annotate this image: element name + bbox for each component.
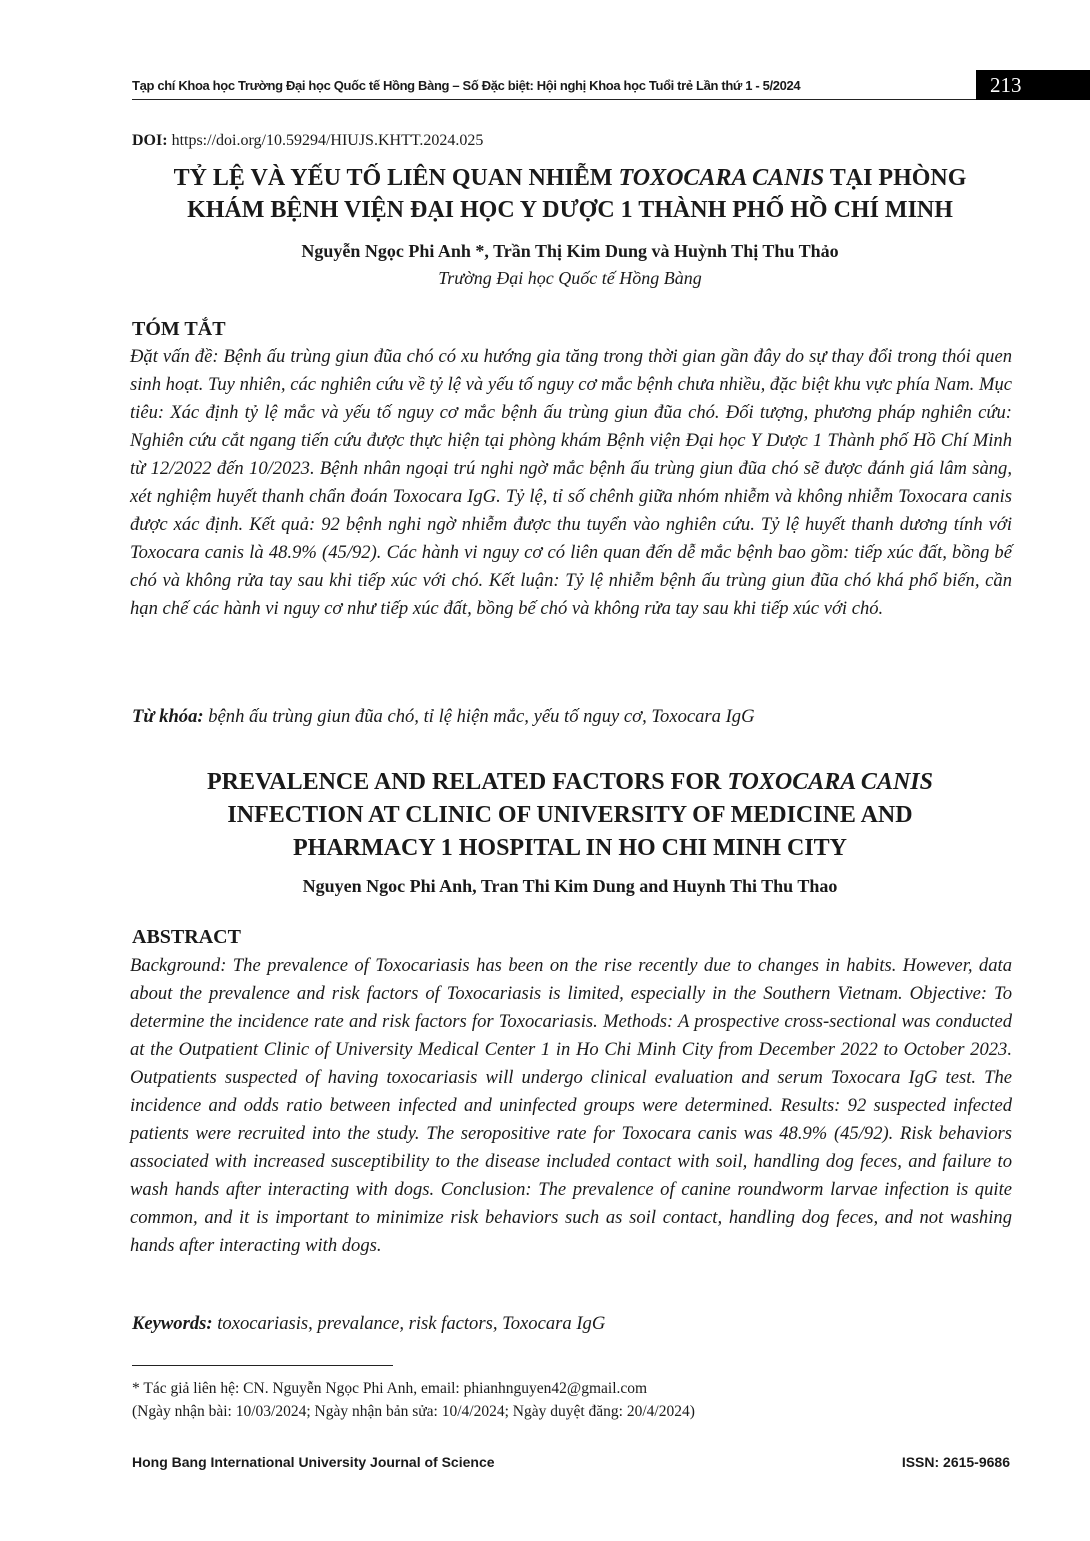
page-number: 213: [976, 70, 1090, 100]
en-title-line-1: [100, 766, 1040, 799]
en-keywords-list: toxocariasis, prevalance, risk factors, Toxocara IgG: [212, 1313, 606, 1334]
affiliation: Trường Đại học Quốc tế Hồng Bàng: [438, 268, 702, 288]
vi-title-part: TẠI PHÒNG: [824, 165, 967, 191]
en-title-part: PREVALENCE AND RELATED FACTORS FOR: [207, 769, 728, 795]
vi-abstract-body: Đặt vấn đề: Bệnh ấu trùng giun đũa chó có xu hướng gia tăng trong thời gian gần đây do sự thay đổi trong thói quen sinh hoạt. Tuy nhiên, các nghiên cứu về tỷ lệ và yếu tố nguy cơ mắc bệnh chưa nhiều, đặc biệt khu vực phía Nam. Mục tiêu: Xác định tỷ lệ mắc và yếu tố nguy cơ mắc bệnh ấu trùng giun đũa chó. Đối tượng, phương pháp nghiên cứu: Nghiên cứu cắt ngang tiến cứu được thực hiện tại phòng khám Bệnh viện Đại học Y Dược 1 Thành phố Hồ Chí Minh từ 12/2022 đến 10/2023. Bệnh nhân ngoại trú nghi ngờ mắc bệnh ấu trùng giun đũa chó sẽ được đánh giá lâm sàng, xét nghiệm huyết thanh chẩn đoán Toxocara IgG. Tỷ lệ, tỉ số chênh giữa nhóm nhiễm và không nhiễm Toxocara canis được xác định. Kết quả: 92 bệnh nghi ngờ nhiễm được thu tuyển vào nghiên cứu. Tỷ lệ huyết thanh dương tính với Toxocara canis là 48.9% (45/92). Các hành vi nguy cơ có liên quan đến dễ mắc bệnh bao gồm: tiếp xúc đất, bồng bế chó và không rửa tay sau khi tiếp xúc với chó. Kết luận: Tỷ lệ nhiễm bệnh ấu trùng giun đũa chó khá phổ biến, cần hạn chế các hành vi nguy cơ như tiếp xúc đất, bồng bế chó và không rửa tay sau khi tiếp xúc với chó.: [130, 346, 1012, 619]
en-title: [100, 766, 1040, 865]
doi-line: [132, 132, 483, 150]
en-abstract-heading: ABSTRACT: [132, 926, 241, 948]
en-keywords: [132, 1313, 1012, 1335]
header-rule: [132, 99, 976, 100]
footnote-rule: [132, 1365, 393, 1366]
vi-title-part: TỶ LỆ VÀ YẾU TỐ LIÊN QUAN NHIỄM: [173, 165, 619, 191]
vi-authors: Nguyễn Ngọc Phi Anh *, Trần Thị Kim Dung và Huỳnh Thị Thu Thảo: [301, 241, 839, 261]
en-title-line-3: PHARMACY 1 HOSPITAL IN HO CHI MINH CITY: [292, 835, 848, 861]
vi-title-line-2: KHÁM BỆNH VIỆN ĐẠI HỌC Y DƯỢC 1 THÀNH PHỐ HỒ CHÍ MINH: [187, 197, 953, 223]
footnote-contact: * Tác giả liên hệ: CN. Nguyễn Ngọc Phi Anh, email: phianhnguyen42@gmail.com: [132, 1380, 648, 1397]
vi-keywords-label: Từ khóa:: [132, 706, 204, 727]
en-authors: Nguyen Ngoc Phi Anh, Tran Thi Kim Dung and Huynh Thi Thu Thao: [302, 876, 838, 896]
footnote-dates: (Ngày nhận bài: 10/03/2024; Ngày nhận bản sửa: 10/4/2024; Ngày duyệt đăng: 20/4/2024): [132, 1403, 695, 1420]
en-title-species: TOXOCARA CANIS: [727, 769, 933, 795]
vi-abstract-heading: TÓM TẮT: [132, 318, 226, 340]
en-abstract-body: Background: The prevalence of Toxocariasis has been on the rise recently due to changes in habits. However, data about the prevalence and risk factors of Toxocariasis is limited, especially in the Southern Vietnam. Objective: To determine the incidence rate and risk factors for Toxocariasis. Methods: A prospective cross-sectional was conducted at the Outpatient Clinic of University Medical Center 1 in Ho Chi Minh City from December 2022 to October 2023. Outpatients suspected of having toxocariasis will undergo clinical evaluation and serum Toxocara IgG test. The incidence and odds ratio between infected and uninfected groups were determined. Results: 92 suspected infected patients were recruited into the study. The seropositive rate for Toxocara canis was 48.9% (45/92). Risk behaviors associated with increased susceptibility to the disease included contact with soil, handling dog feces, and failure to wash hands after interacting with dogs. Conclusion: The prevalence of canine roundworm larvae infection is quite common, and it is important to minimize risk behaviors such as soil contact, handling dog feces, and not washing hands after interacting with dogs.: [130, 955, 1012, 1256]
doi-label: DOI:: [132, 132, 168, 149]
doi-link[interactable]: https://doi.org/10.59294/HIUJS.KHTT.2024.025: [171, 132, 484, 149]
vi-title-line-1: [100, 162, 1040, 194]
footer-issn: ISSN: 2615-9686: [901, 1454, 1010, 1470]
vi-keywords-list: bệnh ấu trùng giun đũa chó, tỉ lệ hiện mắc, yếu tố nguy cơ, Toxocara IgG: [203, 706, 755, 727]
en-keywords-label: Keywords:: [132, 1313, 213, 1334]
vi-title-species: TOXOCARA CANIS: [618, 165, 825, 191]
footer-journal: Hong Bang International University Journal of Science: [132, 1454, 495, 1470]
vi-title: [100, 162, 1040, 226]
en-title-line-2: INFECTION AT CLINIC OF UNIVERSITY OF MEDICINE AND: [227, 802, 913, 828]
running-header: Tạp chí Khoa học Trường Đại học Quốc tế Hồng Bàng – Số Đặc biệt: Hội nghị Khoa học Tuổi trẻ Lần thứ 1 - 5/2024: [132, 78, 801, 93]
vi-keywords: [132, 706, 1012, 728]
